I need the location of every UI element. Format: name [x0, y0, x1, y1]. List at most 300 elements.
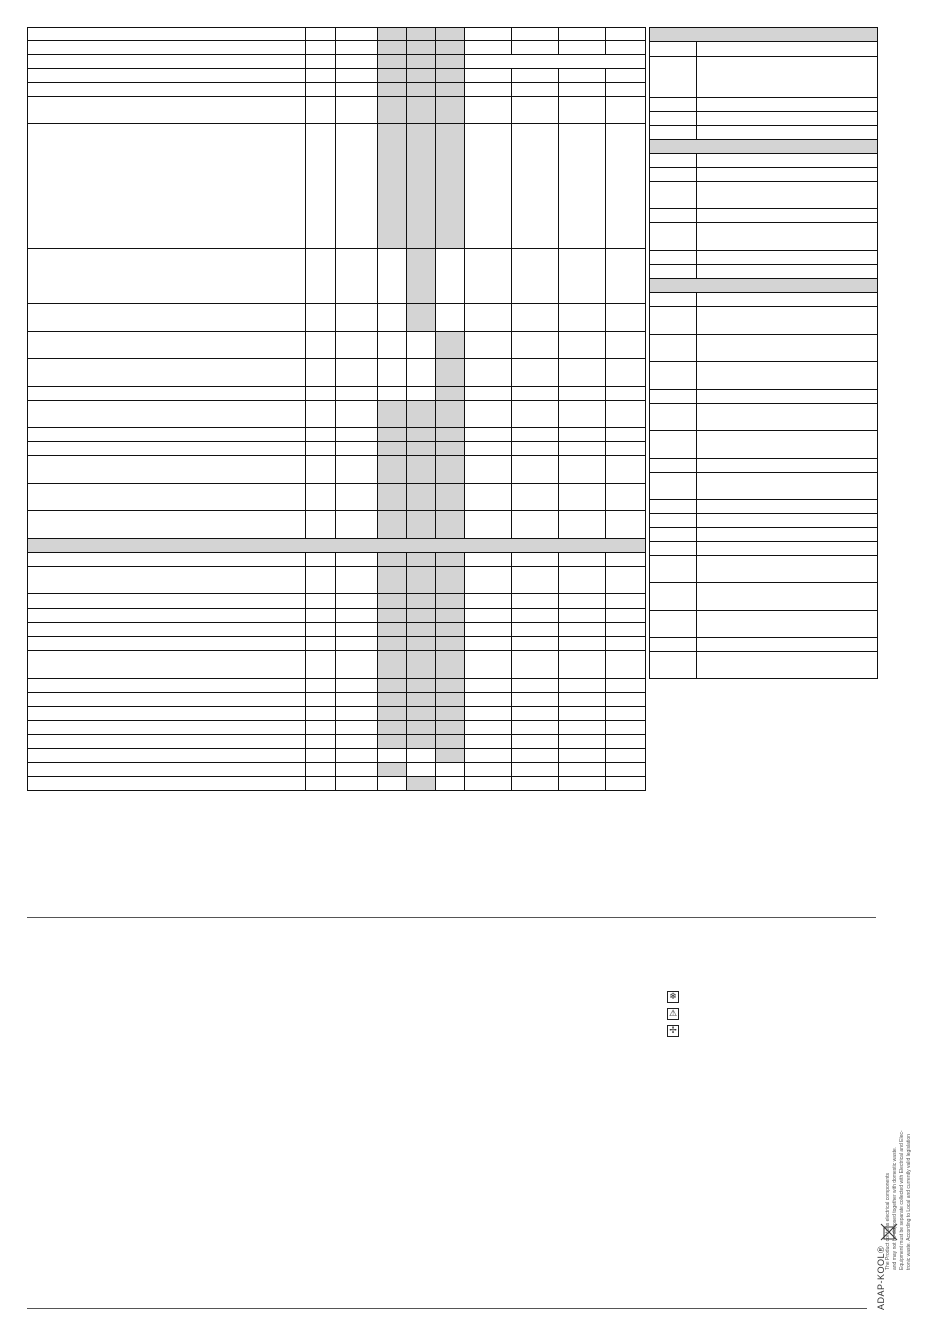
- table-cell: [559, 511, 606, 539]
- table-cell: [559, 707, 606, 721]
- table-row: [28, 304, 646, 332]
- table-cell: [306, 28, 336, 41]
- table-cell: [512, 28, 559, 41]
- table-cell: [407, 401, 436, 428]
- table-cell: [378, 693, 407, 707]
- side-row: [650, 293, 878, 307]
- side-row: [650, 459, 878, 473]
- table-cell: [606, 623, 646, 637]
- table-cell: [378, 97, 407, 124]
- table-row: [28, 609, 646, 623]
- table-cell: [407, 249, 436, 304]
- side-cell: [697, 209, 878, 223]
- disposal-line: tronic waste. According to Local and currently valid legislation: [906, 1134, 912, 1270]
- defrost-icon: ❄: [667, 991, 679, 1003]
- table-cell: [436, 41, 465, 55]
- table-row: [28, 359, 646, 387]
- table-cell: [407, 609, 436, 623]
- table-cell: [407, 637, 436, 651]
- side-cell: [697, 182, 878, 209]
- table-cell: [512, 124, 559, 249]
- side-row: [650, 154, 878, 168]
- side-cell: [697, 431, 878, 459]
- table-cell: [512, 735, 559, 749]
- table-cell: [606, 401, 646, 428]
- table-cell: [378, 304, 407, 332]
- table-cell: [512, 553, 559, 567]
- table-cell: [378, 442, 407, 456]
- table-cell: [378, 511, 407, 539]
- table-row: [28, 623, 646, 637]
- table-cell: [465, 428, 512, 442]
- table-row: [28, 332, 646, 359]
- table-cell: [336, 553, 378, 567]
- table-cell: [465, 83, 512, 97]
- table-cell: [465, 69, 512, 83]
- side-cell: [650, 431, 697, 459]
- table-cell: [378, 777, 407, 791]
- table-cell: [436, 332, 465, 359]
- table-cell: [606, 359, 646, 387]
- table-cell: [306, 304, 336, 332]
- table-cell: [407, 428, 436, 442]
- table-cell: [512, 41, 559, 55]
- table-cell: [336, 777, 378, 791]
- side-section-header: [650, 140, 878, 154]
- table-cell: [336, 332, 378, 359]
- table-cell: [436, 553, 465, 567]
- disposal-line: and may not be disposed together with domestic waste.: [892, 1146, 898, 1270]
- table-cell: [378, 69, 407, 83]
- table-cell: [28, 749, 306, 763]
- table-cell: [606, 749, 646, 763]
- brand-name: ADAP-KOOL: [876, 1252, 886, 1310]
- table-section-header: [28, 539, 646, 553]
- side-cell: [697, 528, 878, 542]
- table-cell: [336, 567, 378, 594]
- table-row: [28, 567, 646, 594]
- side-cell: [697, 404, 878, 431]
- side-cell: [650, 459, 697, 473]
- table-cell: [436, 442, 465, 456]
- side-cell: [650, 514, 697, 528]
- table-cell: [378, 567, 407, 594]
- table-cell: [378, 609, 407, 623]
- table-cell: [378, 124, 407, 249]
- side-cell: [650, 98, 697, 112]
- side-cell: [697, 307, 878, 335]
- table-cell: [28, 41, 306, 55]
- table-cell: [336, 55, 378, 69]
- table-cell: [559, 249, 606, 304]
- table-cell: [306, 749, 336, 763]
- disposal-notice: [885, 1130, 913, 1270]
- table-cell: [407, 442, 436, 456]
- table-cell: [306, 387, 336, 401]
- table-cell: [306, 249, 336, 304]
- table-cell: [28, 623, 306, 637]
- table-cell: [512, 442, 559, 456]
- table-cell: [512, 428, 559, 442]
- table-cell: [559, 304, 606, 332]
- table-cell: [336, 97, 378, 124]
- table-cell: [606, 124, 646, 249]
- table-cell: [465, 763, 512, 777]
- table-cell: [512, 456, 559, 484]
- table-cell: [28, 442, 306, 456]
- table-row: [28, 749, 646, 763]
- table-cell: [436, 83, 465, 97]
- table-cell: [512, 609, 559, 623]
- table-cell: [559, 83, 606, 97]
- table-cell: [306, 484, 336, 511]
- table-cell: [436, 594, 465, 609]
- table-cell: [28, 484, 306, 511]
- table-cell: [465, 721, 512, 735]
- side-cell: [697, 251, 878, 265]
- table-cell: [28, 456, 306, 484]
- side-cell: [650, 154, 697, 168]
- side-cell: [697, 473, 878, 500]
- side-cell: [650, 583, 697, 611]
- table-cell: [336, 124, 378, 249]
- table-cell: [306, 693, 336, 707]
- table-cell: [465, 679, 512, 693]
- table-cell: [336, 69, 378, 83]
- table-row: [28, 41, 646, 55]
- table-cell: [378, 594, 407, 609]
- table-cell: [512, 69, 559, 83]
- table-cell: [436, 387, 465, 401]
- table-cell: [465, 442, 512, 456]
- table-cell: [407, 55, 436, 69]
- side-row: [650, 404, 878, 431]
- side-cell: [650, 542, 697, 556]
- table-cell: [606, 304, 646, 332]
- disposal-line: Equipment must be separate collected with Electrical and Elec-: [899, 1130, 905, 1270]
- table-cell: [378, 359, 407, 387]
- table-cell: [465, 28, 512, 41]
- table-cell: [28, 428, 306, 442]
- table-cell: [512, 567, 559, 594]
- table-cell: [436, 359, 465, 387]
- footer-divider: [27, 1308, 867, 1309]
- table-cell: [407, 679, 436, 693]
- table-cell: [559, 69, 606, 83]
- table-row: [28, 693, 646, 707]
- table-row: [28, 387, 646, 401]
- table-cell: [306, 567, 336, 594]
- side-section-header: [650, 279, 878, 293]
- side-row: [650, 556, 878, 583]
- table-cell: [28, 567, 306, 594]
- table-row: [28, 442, 646, 456]
- table-cell: [306, 41, 336, 55]
- side-row: [650, 611, 878, 638]
- table-cell: [559, 609, 606, 623]
- table-cell: [407, 651, 436, 679]
- table-cell: [336, 693, 378, 707]
- table-cell: [306, 707, 336, 721]
- side-cell: [650, 556, 697, 583]
- table-cell: [606, 41, 646, 55]
- side-cell: [650, 112, 697, 126]
- table-cell: [559, 28, 606, 41]
- table-cell: [559, 456, 606, 484]
- table-cell: [436, 651, 465, 679]
- table-cell: [465, 304, 512, 332]
- table-cell: [559, 749, 606, 763]
- table-cell: [436, 693, 465, 707]
- side-table: [649, 27, 878, 679]
- table-cell: [559, 359, 606, 387]
- disposal-line: The Product contains electrical components: [885, 1173, 891, 1270]
- table-cell: [465, 623, 512, 637]
- table-cell: [512, 777, 559, 791]
- table-cell: [512, 249, 559, 304]
- table-cell: [407, 511, 436, 539]
- table-cell: [436, 511, 465, 539]
- table-cell: [28, 69, 306, 83]
- side-cell: [650, 500, 697, 514]
- table-row: [28, 553, 646, 567]
- side-row: [650, 473, 878, 500]
- table-cell: [306, 763, 336, 777]
- side-cell: [697, 611, 878, 638]
- side-row: [650, 209, 878, 223]
- table-cell: [378, 28, 407, 41]
- table-row: [28, 124, 646, 249]
- table-cell: [407, 28, 436, 41]
- table-cell: [512, 679, 559, 693]
- table-cell: [28, 609, 306, 623]
- table-cell: [606, 28, 646, 41]
- side-row: [650, 126, 878, 140]
- side-cell: [697, 390, 878, 404]
- table-cell: [407, 707, 436, 721]
- side-row: [650, 500, 878, 514]
- table-cell: [378, 763, 407, 777]
- side-cell: [650, 638, 697, 652]
- brand-block: [867, 1060, 913, 1310]
- table-cell: [28, 721, 306, 735]
- table-cell: [407, 304, 436, 332]
- side-header-cell: [650, 140, 878, 154]
- table-cell: [465, 567, 512, 594]
- side-cell: [650, 168, 697, 182]
- side-cell: [697, 265, 878, 279]
- side-cell: [650, 611, 697, 638]
- side-row: [650, 98, 878, 112]
- side-row: [650, 390, 878, 404]
- table-cell: [465, 387, 512, 401]
- table-cell: [407, 721, 436, 735]
- side-cell: [697, 556, 878, 583]
- table-cell: [378, 332, 407, 359]
- table-cell: [559, 623, 606, 637]
- table-cell: [512, 387, 559, 401]
- table-row: [28, 637, 646, 651]
- table-cell: [606, 442, 646, 456]
- table-cell: [336, 83, 378, 97]
- table-cell: [407, 97, 436, 124]
- table-cell: [336, 304, 378, 332]
- table-cell: [336, 28, 378, 41]
- table-cell: [306, 69, 336, 83]
- table-cell: [28, 332, 306, 359]
- side-cell: [650, 209, 697, 223]
- table-cell: [606, 721, 646, 735]
- table-cell: [436, 428, 465, 442]
- table-cell: [28, 594, 306, 609]
- table-row: [28, 511, 646, 539]
- table-cell: [606, 428, 646, 442]
- table-cell: [465, 511, 512, 539]
- table-cell: [465, 609, 512, 623]
- table-row: [28, 484, 646, 511]
- table-cell: [606, 763, 646, 777]
- table-row: [28, 679, 646, 693]
- table-cell: [407, 484, 436, 511]
- side-cell: [697, 126, 878, 140]
- table-cell: [436, 456, 465, 484]
- table-cell: [28, 249, 306, 304]
- side-cell: [697, 112, 878, 126]
- side-row: [650, 112, 878, 126]
- table-cell: [465, 97, 512, 124]
- table-row: [28, 594, 646, 609]
- table-row: [28, 97, 646, 124]
- side-row: [650, 182, 878, 209]
- table-cell: [378, 83, 407, 97]
- table-cell: [512, 332, 559, 359]
- side-cell: [650, 335, 697, 362]
- table-cell: [378, 679, 407, 693]
- table-cell: [378, 749, 407, 763]
- table-cell: [512, 83, 559, 97]
- section-header-cell: [28, 539, 646, 553]
- table-cell: [512, 484, 559, 511]
- table-cell: [28, 124, 306, 249]
- table-cell: [512, 707, 559, 721]
- table-cell: [28, 28, 306, 41]
- side-cell: [650, 126, 697, 140]
- table-cell: [336, 721, 378, 735]
- table-cell: [512, 651, 559, 679]
- side-section-header: [650, 28, 878, 42]
- side-cell: [697, 154, 878, 168]
- side-cell: [697, 652, 878, 679]
- table-cell: [606, 777, 646, 791]
- table-cell: [336, 637, 378, 651]
- side-row: [650, 362, 878, 390]
- table-cell: [465, 693, 512, 707]
- table-cell: [28, 763, 306, 777]
- table-cell: [336, 749, 378, 763]
- table-cell: [512, 359, 559, 387]
- table-cell: [436, 707, 465, 721]
- side-cell: [650, 390, 697, 404]
- table-cell: [28, 304, 306, 332]
- table-cell: [407, 456, 436, 484]
- table-cell: [465, 332, 512, 359]
- side-cell: [697, 335, 878, 362]
- table-cell: [306, 55, 336, 69]
- table-cell: [512, 749, 559, 763]
- table-row: [28, 428, 646, 442]
- table-cell: [436, 55, 465, 69]
- table-cell: [306, 124, 336, 249]
- table-cell: [306, 332, 336, 359]
- table-cell: [306, 637, 336, 651]
- side-row: [650, 335, 878, 362]
- table-cell: [336, 442, 378, 456]
- table-cell: [306, 721, 336, 735]
- table-cell: [28, 359, 306, 387]
- table-cell: [28, 401, 306, 428]
- table-cell: [378, 651, 407, 679]
- table-cell: [407, 41, 436, 55]
- table-cell: [512, 97, 559, 124]
- table-cell: [336, 609, 378, 623]
- table-cell: [436, 124, 465, 249]
- side-cell: [697, 57, 878, 98]
- table-cell: [407, 749, 436, 763]
- table-cell: [606, 484, 646, 511]
- table-cell: [465, 637, 512, 651]
- table-cell: [606, 693, 646, 707]
- table-cell: [606, 553, 646, 567]
- table-cell: [407, 69, 436, 83]
- table-cell: [559, 401, 606, 428]
- table-cell: [28, 553, 306, 567]
- table-cell: [306, 623, 336, 637]
- table-cell: [465, 456, 512, 484]
- side-row: [650, 514, 878, 528]
- side-cell: [650, 473, 697, 500]
- table-cell: [436, 721, 465, 735]
- table-cell: [336, 651, 378, 679]
- table-row: [28, 651, 646, 679]
- table-cell: [407, 763, 436, 777]
- table-cell: [407, 594, 436, 609]
- side-cell: [697, 514, 878, 528]
- table-cell: [436, 679, 465, 693]
- table-cell: [559, 735, 606, 749]
- side-row: [650, 168, 878, 182]
- table-cell: [336, 428, 378, 442]
- side-cell: [697, 223, 878, 251]
- table-cell: [559, 41, 606, 55]
- section-divider: [27, 917, 876, 918]
- table-cell: [407, 777, 436, 791]
- side-cell: [697, 293, 878, 307]
- brand-mark: ®: [876, 1245, 886, 1253]
- table-cell: [336, 456, 378, 484]
- table-cell: [606, 511, 646, 539]
- table-cell: [465, 735, 512, 749]
- side-cell: [650, 182, 697, 209]
- side-cell: [650, 652, 697, 679]
- side-cell: [697, 98, 878, 112]
- table-cell: [559, 484, 606, 511]
- table-cell: [28, 693, 306, 707]
- table-cell: [306, 777, 336, 791]
- table-cell: [559, 763, 606, 777]
- side-row: [650, 223, 878, 251]
- table-cell: [436, 777, 465, 791]
- table-cell: [606, 707, 646, 721]
